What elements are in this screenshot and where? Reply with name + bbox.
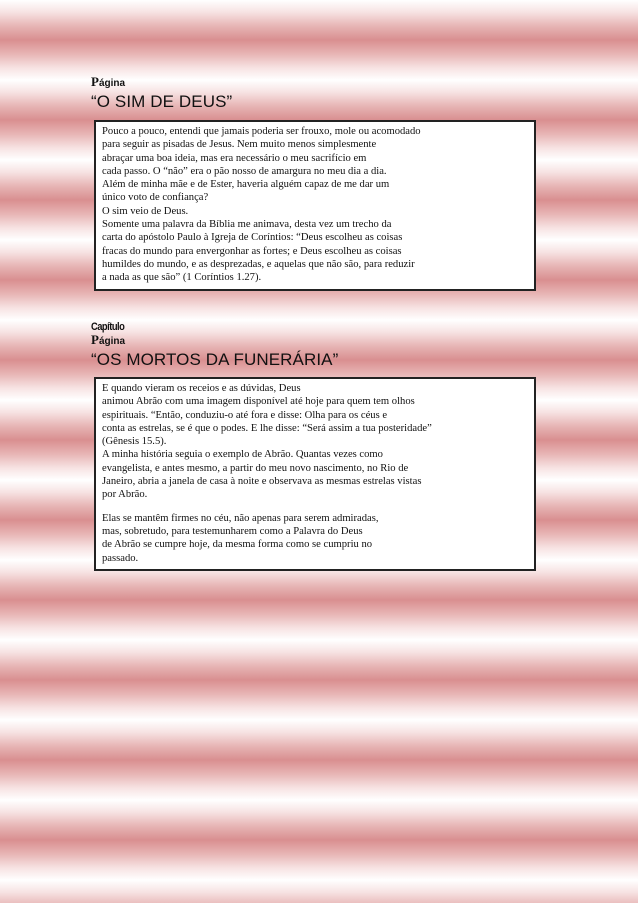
text-line: cada passo. O “não” era o pão nosso de amargura no meu dia a dia. — [102, 165, 387, 177]
text-line: evangelista, e antes mesmo, a partir do meu novo nascimento, no Rio de — [102, 462, 409, 474]
page-label-rest: ágina — [98, 336, 126, 347]
text-line: conta as estrelas, se é que o podes. E lhe disse: “Será assim a tua posteridade” — [102, 422, 432, 434]
text-line: O sim veio de Deus. — [102, 205, 189, 217]
text-line: fracas do mundo para envergonhar as fortes; e Deus escolheu as coisas — [102, 245, 402, 257]
text-line: Somente uma palavra da Bíblia me animava, desta vez um trecho da — [102, 219, 392, 231]
text-line: de Abrão se cumpre hoje, da mesma forma como se cumpriu no — [102, 539, 373, 551]
text-box-1 — [94, 120, 536, 291]
text-line: a nada as que são” (1 Coríntios 1.27). — [102, 272, 262, 284]
section-2-header — [91, 321, 338, 370]
text-box-2 — [94, 377, 536, 571]
text-line: para seguir as pisadas de Jesus. Nem muito menos simplesmente — [102, 139, 377, 151]
text-line: (Gênesis 15.5). — [102, 436, 167, 448]
text-line: por Abrão. — [102, 489, 148, 501]
text-line: A minha história seguia o exemplo de Abrão. Quantas vezes como — [102, 449, 383, 461]
section-1-header — [91, 76, 232, 112]
page-label-initial: P — [91, 74, 99, 89]
text-line: único voto de confiança? — [102, 192, 209, 204]
chapter-title: “O SIM DE DEUS” — [91, 92, 233, 111]
text-line: carta do apóstolo Paulo à Igreja de Coríntios: “Deus escolheu as coisas — [102, 232, 403, 244]
text-line: passado. — [102, 552, 139, 564]
text-line: Pouco a pouco, entendi que jamais poderia ser frouxo, mole ou acomodado — [102, 126, 421, 137]
text-line: Além de minha mãe e de Ester, haveria alguém capaz de me dar um — [102, 179, 390, 191]
text-line: Elas se mantêm firmes no céu, não apenas para serem admiradas, — [102, 512, 379, 524]
page-label — [91, 76, 232, 90]
text-line: espirituais. “Então, conduziu-o até fora e disse: Olha para os céus e — [102, 409, 388, 421]
text-line: Janeiro, abria a janela de casa à noite e observava as mesmas estrelas vistas — [102, 476, 422, 488]
text-line: abraçar uma boa ideia, mas era necessário o meu sacrifício em — [102, 152, 367, 164]
text-line: humildes do mundo, e as desprezadas, e aquelas que não são, para reduzir — [102, 258, 415, 270]
chapter-label: Capítulo — [91, 321, 125, 333]
chapter-title: “OS MORTOS DA FUNERÁRIA” — [91, 350, 339, 369]
text-line: mas, sobretudo, para testemunharem como a Palavra do Deus — [102, 525, 363, 537]
page-label — [91, 334, 338, 348]
page-label-rest: ágina — [98, 78, 126, 89]
text-line: E quando vieram os receios e as dúvidas, Deus — [102, 383, 301, 394]
page-label-initial: P — [91, 332, 99, 347]
paragraph-gap — [102, 502, 528, 512]
text-line: animou Abrão com uma imagem disponível até hoje para quem tem olhos — [102, 396, 415, 408]
